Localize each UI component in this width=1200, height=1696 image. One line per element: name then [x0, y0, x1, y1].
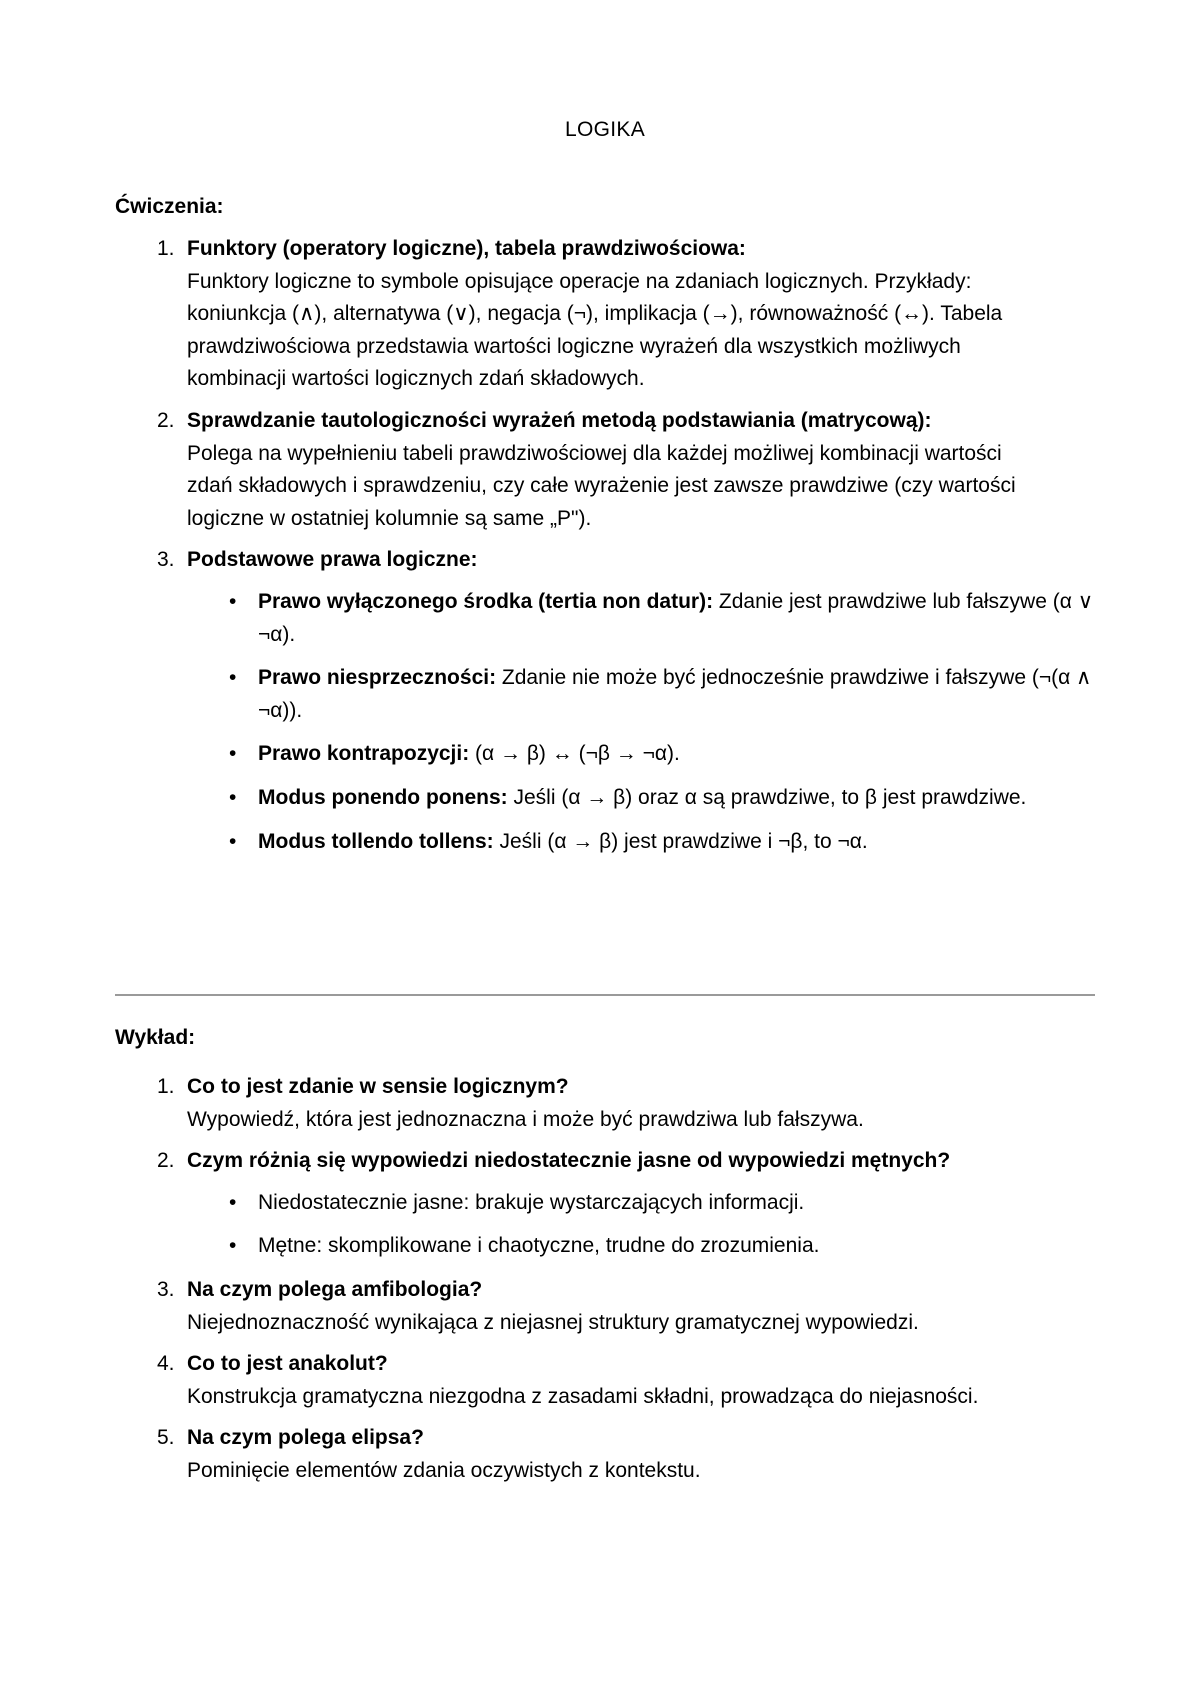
item-text: Konstrukcja gramatyczna niezgodna z zasadami składni, prowadząca do niejasności.	[187, 1384, 979, 1408]
laws-list	[187, 586, 1095, 858]
list-item	[115, 405, 1095, 535]
item-text: Wypowiedź, która jest jednoznaczna i może być prawdziwa lub fałszywa.	[187, 1107, 864, 1131]
law-name: Modus ponendo ponens:	[258, 785, 508, 809]
item-number: 1.	[157, 237, 175, 260]
list-item	[115, 1348, 1095, 1413]
page-title: LOGIKA	[565, 118, 645, 141]
bullet-dot: •	[229, 589, 237, 613]
item-question: Sprawdzanie tautologiczności wyrażeń metodą podstawiania (matrycową):	[187, 408, 932, 432]
law-text: Jeśli (α → β) oraz α są prawdziwe, to β jest prawdziwe.	[507, 785, 1027, 809]
item-text: Pominięcie elementów zdania oczywistych z kontekstu.	[187, 1458, 701, 1482]
bullet-dot: •	[229, 1190, 237, 1214]
item-number: 3.	[157, 548, 175, 572]
item-text: Polega na wypełnieniu tabeli prawdziwościowej dla każdej możliwej kombinacji wartości zdań składowych i sprawdzeniu, czy całe wyrażenie jest zawsze prawdziwe (czy wartości logiczne w ostatniej kolumnie są same „P").	[187, 441, 1016, 530]
bullet-dot: •	[229, 829, 237, 853]
item-question: Na czym polega elipsa?	[187, 1426, 424, 1450]
item-text: Niejednoznaczność wynikająca z niejasnej struktury gramatycznej wypowiedzi.	[187, 1310, 919, 1334]
list-item	[115, 1230, 1095, 1263]
list-item	[115, 1422, 1095, 1487]
horizontal-divider	[115, 994, 1095, 996]
bullet-dot: •	[229, 1234, 237, 1258]
item-question: Czym różnią się wypowiedzi niedostatecznie jasne od wypowiedzi mętnych?	[187, 1149, 951, 1173]
item-question: Podstawowe prawa logiczne:	[187, 548, 478, 572]
item-question: Funktory (operatory logiczne), tabela prawdziwościowa:	[187, 237, 746, 260]
list-item	[115, 1274, 1095, 1339]
list-item	[115, 1071, 1095, 1136]
law-name: Modus tollendo tollens:	[258, 829, 494, 853]
wyklad-list	[115, 1071, 1095, 1488]
list-item	[115, 544, 1095, 858]
bullet-text: Mętne: skomplikowane i chaotyczne, trudne do zrozumienia.	[258, 1234, 820, 1258]
section-heading-wyklad: Wykład:	[115, 1026, 196, 1049]
bullet-text: Niedostatecznie jasne: brakuje wystarczających informacji.	[258, 1190, 805, 1214]
item-number: 4.	[157, 1352, 175, 1376]
item-question: Co to jest zdanie w sensie logicznym?	[187, 1075, 569, 1098]
list-item	[115, 233, 1095, 396]
item-number: 3.	[157, 1277, 175, 1301]
law-text: Zdanie nie może być jednocześnie prawdziwe i fałszywe (¬(α ∧ ¬α)).	[258, 666, 1092, 722]
list-item	[115, 738, 1095, 771]
law-text: Jeśli (α → β) jest prawdziwe i ¬β, to ¬α.	[493, 829, 868, 853]
list-item	[115, 1187, 1095, 1220]
bullet-dot: •	[229, 742, 237, 766]
law-name: Prawo niesprzeczności:	[258, 666, 497, 690]
item-number: 2.	[157, 1149, 175, 1173]
cwiczenia-list	[115, 233, 1095, 858]
list-item	[115, 826, 1095, 859]
section-heading-cwiczenia: Ćwiczenia:	[115, 195, 224, 218]
list-item	[115, 782, 1095, 815]
item-number: 5.	[157, 1426, 175, 1450]
item-question: Na czym polega amfibologia?	[187, 1277, 483, 1301]
law-name: Prawo kontrapozycji:	[258, 742, 470, 766]
bullet-dot: •	[229, 785, 237, 809]
wypowiedzi-list	[187, 1187, 1095, 1263]
item-number: 1.	[157, 1075, 175, 1098]
list-item	[115, 586, 1095, 651]
law-text: (α → β) ↔ (¬β → ¬α).	[469, 742, 680, 766]
item-question: Co to jest anakolut?	[187, 1352, 388, 1376]
list-item	[115, 662, 1095, 727]
list-item	[115, 1145, 1095, 1263]
item-number: 2.	[157, 408, 175, 432]
law-name: Prawo wyłączonego środka (tertia non datur):	[258, 589, 714, 613]
bullet-dot: •	[229, 666, 237, 690]
item-text: Funktory logiczne to symbole opisujące operacje na zdaniach logicznych. Przykłady: koniunkcja (∧), alternatywa (∨), negacja (¬), implikacja (→), równoważność (↔). Tabela prawdziwościowa przedstawia wartości logiczne wyrażeń dla wszystkich możliwych kombinacji wartości logicznych zdań składowych.	[187, 269, 1003, 391]
law-text: Zdanie jest prawdziwe lub fałszywe (α ∨ ¬α).	[258, 589, 1094, 646]
